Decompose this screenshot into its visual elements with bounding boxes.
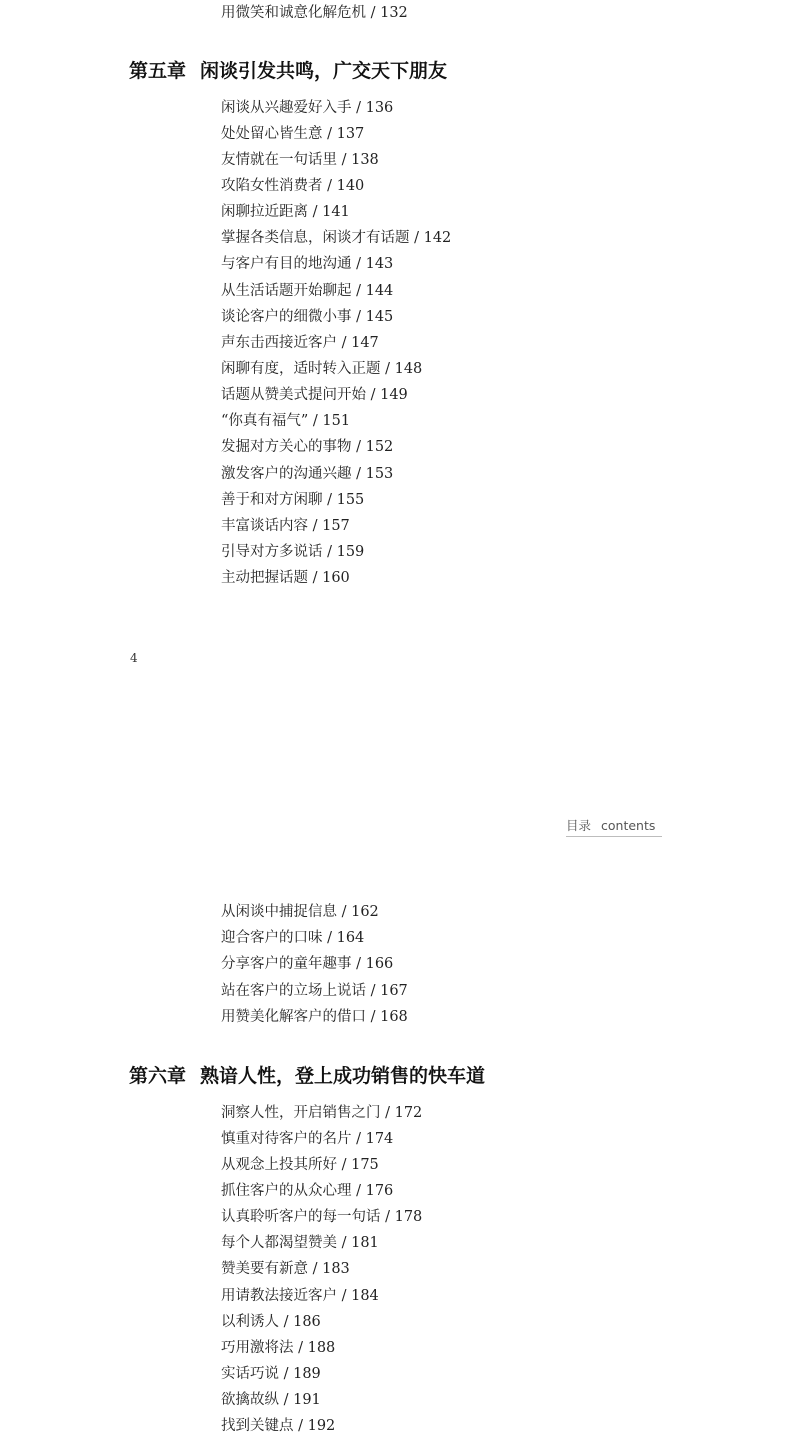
toc-entry: 话题从赞美式提问开始 / 149 — [221, 387, 408, 403]
toc-entry: 赞美要有新意 / 183 — [221, 1261, 350, 1277]
chapter-title: 闲谈引发共鸣，广交天下朋友 — [200, 60, 448, 82]
toc-entry: 声东击西接近客户 / 147 — [221, 335, 379, 351]
toc-entry: 谈论客户的细微小事 / 145 — [221, 309, 394, 325]
toc-entry: 激发客户的沟通兴趣 / 153 — [221, 466, 394, 482]
toc-entry: 用微笑和诚意化解危机 / 132 — [221, 5, 408, 21]
toc-entry: 分享客户的童年趣事 / 166 — [221, 956, 394, 972]
toc-entry: 闲谈从兴趣爱好入手 / 136 — [221, 100, 394, 116]
toc-entry: 实话巧说 / 189 — [221, 1366, 321, 1382]
toc-entry: 发掘对方关心的事物 / 152 — [221, 439, 394, 455]
toc-entry: 抓住客户的从众心理 / 176 — [221, 1183, 394, 1199]
toc-entry: 巧用激将法 / 188 — [221, 1340, 336, 1356]
toc-entry: 迎合客户的口味 / 164 — [221, 930, 365, 946]
toc-entry: 处处留心皆生意 / 137 — [221, 126, 365, 142]
running-header-english: contents — [601, 818, 656, 833]
chapter-heading — [129, 1063, 485, 1089]
page-number: 4 — [130, 651, 138, 665]
toc-entry: 闲聊拉近距离 / 141 — [221, 204, 350, 220]
chapter-number: 第五章 — [129, 60, 187, 82]
toc-entry: 认真聆听客户的每一句话 / 178 — [221, 1209, 423, 1225]
toc-entry: 站在客户的立场上说话 / 167 — [221, 983, 408, 999]
toc-entry: 每个人都渴望赞美 / 181 — [221, 1235, 379, 1251]
running-header-chinese: 目录 — [566, 818, 592, 833]
toc-entry: 善于和对方闲聊 / 155 — [221, 492, 365, 508]
chapter-title: 熟谙人性，登上成功销售的快车道 — [200, 1065, 486, 1087]
toc-entry: 以利诱人 / 186 — [221, 1314, 321, 1330]
chapter-heading — [129, 58, 447, 84]
running-header — [566, 817, 662, 837]
toc-entry: 友情就在一句话里 / 138 — [221, 152, 379, 168]
toc-entry: 洞察人性，开启销售之门 / 172 — [221, 1105, 423, 1121]
toc-entry: 慎重对待客户的名片 / 174 — [221, 1131, 394, 1147]
toc-entry: 欲擒故纵 / 191 — [221, 1392, 321, 1408]
toc-entry: 攻陷女性消费者 / 140 — [221, 178, 365, 194]
toc-entry: 闲聊有度，适时转入正题 / 148 — [221, 361, 423, 377]
toc-entry: “你真有福气” / 151 — [221, 413, 351, 429]
toc-entry: 丰富谈话内容 / 157 — [221, 518, 350, 534]
chapter-number: 第六章 — [129, 1065, 187, 1087]
toc-entry: 主动把握话题 / 160 — [221, 570, 350, 586]
toc-entry: 引导对方多说话 / 159 — [221, 544, 365, 560]
toc-entry: 从生活话题开始聊起 / 144 — [221, 283, 394, 299]
toc-entry: 与客户有目的地沟通 / 143 — [221, 256, 394, 272]
toc-entry: 从闲谈中捕捉信息 / 162 — [221, 904, 379, 920]
toc-entry: 用赞美化解客户的借口 / 168 — [221, 1009, 408, 1025]
toc-entry: 找到关键点 / 192 — [221, 1418, 336, 1434]
toc-entry: 掌握各类信息，闲谈才有话题 / 142 — [221, 230, 452, 246]
toc-entry: 用请教法接近客户 / 184 — [221, 1288, 379, 1304]
toc-entry: 从观念上投其所好 / 175 — [221, 1157, 379, 1173]
